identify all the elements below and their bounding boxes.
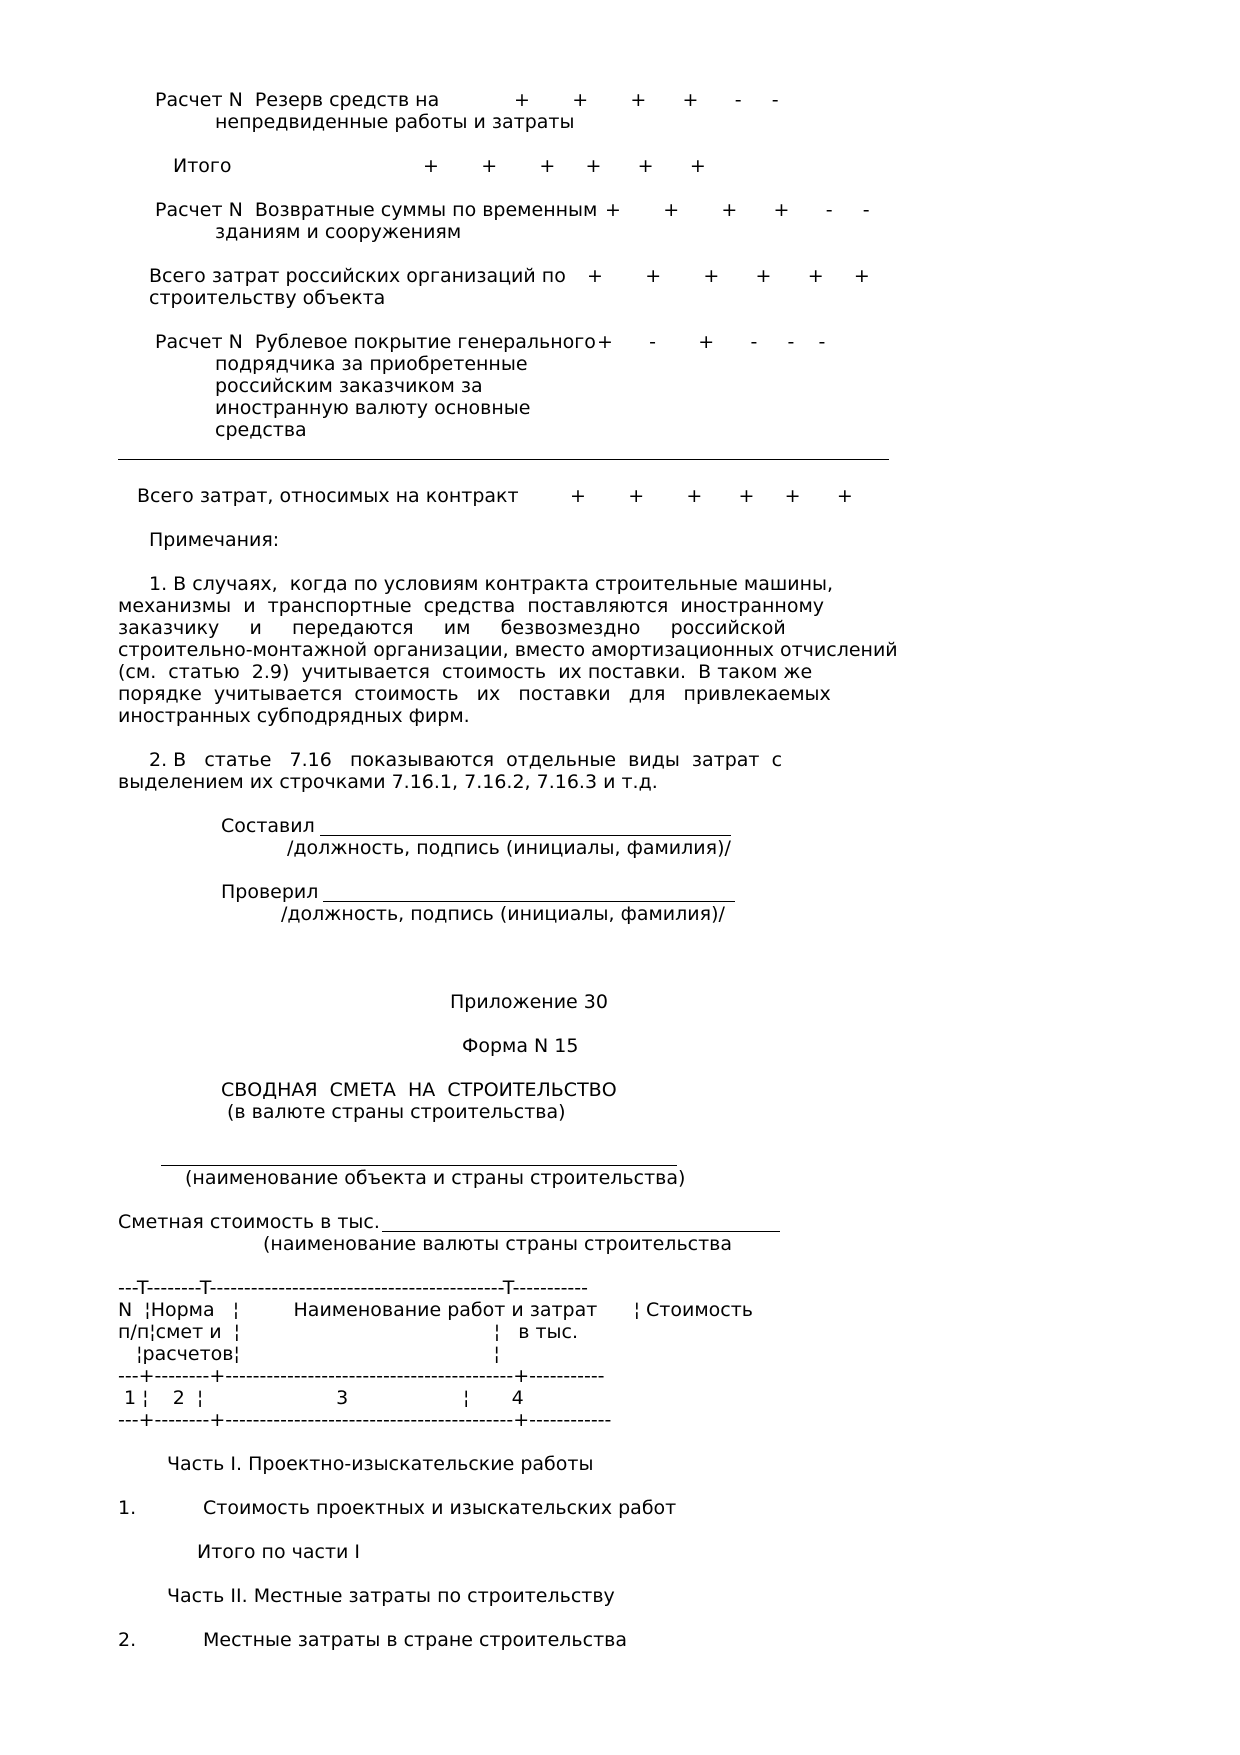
note-1-line-2: механизмы и транспортные средства поставляются иностранному [118,595,825,617]
form-subheading: (в валюте страны строительства) [227,1101,566,1123]
checked-label: Проверил [221,881,319,903]
row-refund-label-cont: зданиям и сооружениям [215,221,462,243]
compiled-caption: /должность, подпись (инициалы, фамилия)/ [287,837,731,859]
row-russian-total-label-cont: строительству объекта [149,287,386,309]
form-number: Форма N 15 [462,1035,579,1057]
cost-label: Сметная стоимость в тыс. [118,1211,380,1233]
table-border-bottom: ---+--------+------------------------------------------+------------ [118,1409,612,1431]
row-reserve-label: Расчет N Резерв средств на [155,89,440,111]
row-ruble-marks: + - + - - - [597,331,826,353]
compiled-label: Составил [221,815,315,837]
appendix-title: Приложение 30 [450,991,608,1013]
part-1-heading: Часть I. Проектно-изыскательские работы [167,1453,594,1475]
table-column-numbers: 1 ¦ 2 ¦ 3 ¦ 4 [118,1387,524,1409]
checked-caption: /должность, подпись (инициалы, фамилия)/ [281,903,725,925]
note-1-line-6: порядке учитывается стоимость их поставки для привлекаемых [118,683,831,705]
row-ruble-label-cont-4: средства [215,419,307,441]
table-header-row-1: N ¦Норма ¦ Наименование работ и затрат ¦ Стоимость [118,1299,753,1321]
compiled-signature-line [320,835,731,836]
row-ruble-label-cont-2: российским заказчиком за [215,375,483,397]
notes-heading: Примечания: [149,529,280,551]
row-reserve-marks: + + + + - - [514,89,779,111]
item-1-number: 1. [118,1497,137,1519]
note-2-line-1: 2. В статье 7.16 показываются отдельные виды затрат с [149,749,783,771]
part-1-total: Итого по части I [197,1541,361,1563]
row-contract-total-label: Всего затрат, относимых на контракт [137,485,519,507]
table-border-top: ---T--------T-------------------------------------------T----------- [118,1277,588,1299]
note-2-line-2: выделением их строчками 7.16.1, 7.16.2, 7.16.3 и т.д. [118,771,658,793]
note-1-line-7: иностранных субподрядных фирм. [118,705,470,727]
row-refund-marks: + + + + - - [605,199,870,221]
note-1-line-5: (см. статью 2.9) учитывается стоимость их поставки. В таком же [118,661,813,683]
row-ruble-label-cont-3: иностранную валюту основные [215,397,531,419]
row-total-label: Итого [173,155,232,177]
part-2-heading: Часть II. Местные затраты по строительству [167,1585,615,1607]
item-2-number: 2. [118,1629,137,1651]
table-header-row-3: ¦расчетов¦ ¦ [118,1343,500,1365]
section-divider [118,459,889,460]
object-name-line [161,1165,677,1166]
note-1-line-4: строительно-монтажной организации, вместо амортизационных отчислений [118,639,898,661]
object-caption: (наименование объекта и страны строительства) [185,1167,686,1189]
row-total-marks: + + + + + + [423,155,706,177]
note-1-line-1: 1. В случаях, когда по условиям контракта строительные машины, [149,573,834,595]
row-ruble-label: Расчет N Рублевое покрытие генерального [155,331,596,353]
checked-signature-line [323,901,735,902]
row-russian-total-marks: + + + + + + [587,265,870,287]
currency-line [382,1231,780,1232]
row-contract-total-marks: + + + + + + [570,485,853,507]
row-ruble-label-cont-1: подрядчика за приобретенные [215,353,528,375]
note-1-line-3: заказчику и передаются им безвозмездно российской [118,617,786,639]
row-russian-total-label: Всего затрат российских организаций по [149,265,566,287]
currency-caption: (наименование валюты страны строительства [263,1233,733,1255]
row-refund-label: Расчет N Возвратные суммы по временным [155,199,598,221]
table-header-row-2: п/п¦смет и ¦ ¦ в тыс. [118,1321,579,1343]
form-heading: СВОДНАЯ СМЕТА НА СТРОИТЕЛЬСТВО [221,1079,617,1101]
item-1-name: Стоимость проектных и изыскательских работ [203,1497,677,1519]
item-2-name: Местные затраты в стране строительства [203,1629,627,1651]
row-reserve-label-cont: непредвиденные работы и затраты [215,111,575,133]
table-border-mid: ---+--------+------------------------------------------+----------- [118,1365,605,1387]
